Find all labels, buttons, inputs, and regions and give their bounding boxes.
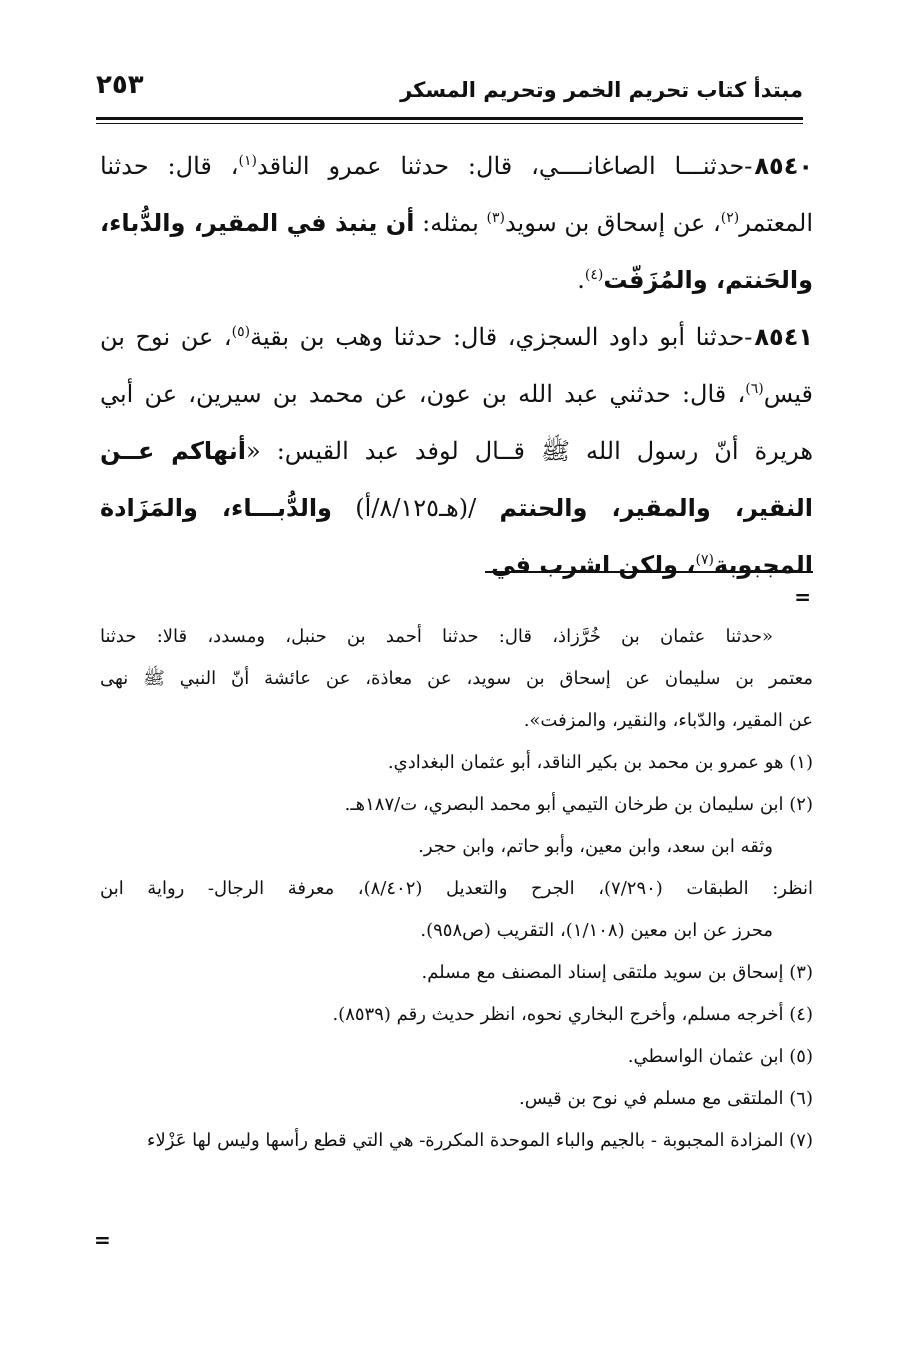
page-number: ٢٥٣ [96,70,144,100]
footnote-2: (٢) ابن سليمان بن طرخان التيمي أبو محمد البصري، ت/١٨٧هـ. [344,794,813,815]
header-rule [96,117,803,120]
hadith-number: ٨٥٤٠ [754,152,813,180]
isnad-text: ، قال: حدثني عبد الله بن عون، عن محمد بن سيرين، عن أبي هريرة أنّ رسول الله ﷺ قــال لوفد عبد القيس: « [100,380,813,465]
footnote-7: (٧) المزادة المجبوبة - بالجيم والباء الموحدة المكررة- هي التي قطع رأسها وليس لها عَزْلاء [147,1130,813,1151]
hadith-8541 [100,309,813,594]
isnad-text: -حدثنا أبو داود السجزي، قال: حدثنا وهب بن بقية [250,323,753,351]
footnote-2-line: وثقه ابن سعد، وابن معين، وأبو حاتم، وابن حجر. [418,836,773,857]
footnote-ref: (٦) [745,381,764,397]
isnad-text: ، عن نوح بن قيس [100,323,813,408]
footnote-separator [485,571,813,573]
matn-text: أنهاكم عــن النقير، والمقير، والحنتم [100,437,814,522]
matn-text: أن ينبذ في المقير، والدُّباء، والحَنتم، والمُزَفّت [100,209,813,294]
footnote-ref: (٥) [231,324,251,340]
isnad-text: ، قال: حدثنا المعتمر [100,152,814,237]
footnotes [100,616,813,1162]
footnote-2-line: محرز عن ابن معين (١/١٠٨)، التقريب (ص٩٥٨). [420,920,773,941]
footnote-ref: (٤) [584,267,604,283]
footnote-5: (٥) ابن عثمان الواسطي. [627,1046,813,1067]
isnad-text: -حدثنـــا الصاغانــــي، قال: حدثنا عمرو الناقد [256,152,753,180]
footnote-4: (٤) أخرجه مسلم، وأخرج البخاري نحوه، انظر حديث رقم (٨٥٣٩). [332,1004,813,1025]
continuation-mark-top: = [794,585,811,609]
footnote-continuation: «حدثنا عثمان بن خُرَّزاذ، قال: حدثنا أحمد بن حنبل، ومسدد، قالا: حدثنا [100,626,773,647]
hadith-8540 [100,138,813,309]
footnote-1: (١) هو عمرو بن محمد بن بكير الناقد، أبو عثمان البغدادي. [387,752,813,773]
page-header [96,70,803,116]
footnote-continuation: عن المقير، والدّباء، والنقير، والمزفت». [523,710,813,731]
footnote-continuation: معتمر بن سليمان عن إسحاق بن سويد، عن معاذة، عن عائشة أنّ النبي ﷺ نهى [100,668,813,689]
header-rule-thin [96,123,803,124]
footnote-2-line: انظر: الطبقات (٧/٢٩٠)، الجرح والتعديل (٨/٤٠٢)، معرفة الرجال- رواية ابن [100,878,813,899]
footnote-6: (٦) الملتقى مع مسلم في نوح بن قيس. [519,1088,813,1109]
footnote-ref: (٣) [486,210,505,226]
punctuation: . [577,266,585,294]
continuation-mark-bottom: = [94,1228,111,1252]
main-text [100,138,813,594]
matn-text: والدُّبـــاء، والمَزَادة المجبوبة [100,494,813,579]
folio-marker: /(هـ٨/١٢٥/أ) [331,494,500,522]
isnad-text: ، عن إسحاق بن سويد [504,209,721,237]
running-title: مبتدأ كتاب تحريم الخمر وتحريم المسكر [400,78,803,102]
footnote-ref: (١) [238,153,257,169]
isnad-text: بمثله: [414,209,487,237]
footnote-ref: (٧) [695,552,714,568]
footnote-ref: (٢) [720,210,740,226]
footnote-3: (٣) إسحاق بن سويد ملتقى إسناد المصنف مع مسلم. [421,962,813,983]
hadith-number: ٨٥٤١ [754,323,813,351]
matn-text: ، ولكن اشرب في [490,551,696,579]
